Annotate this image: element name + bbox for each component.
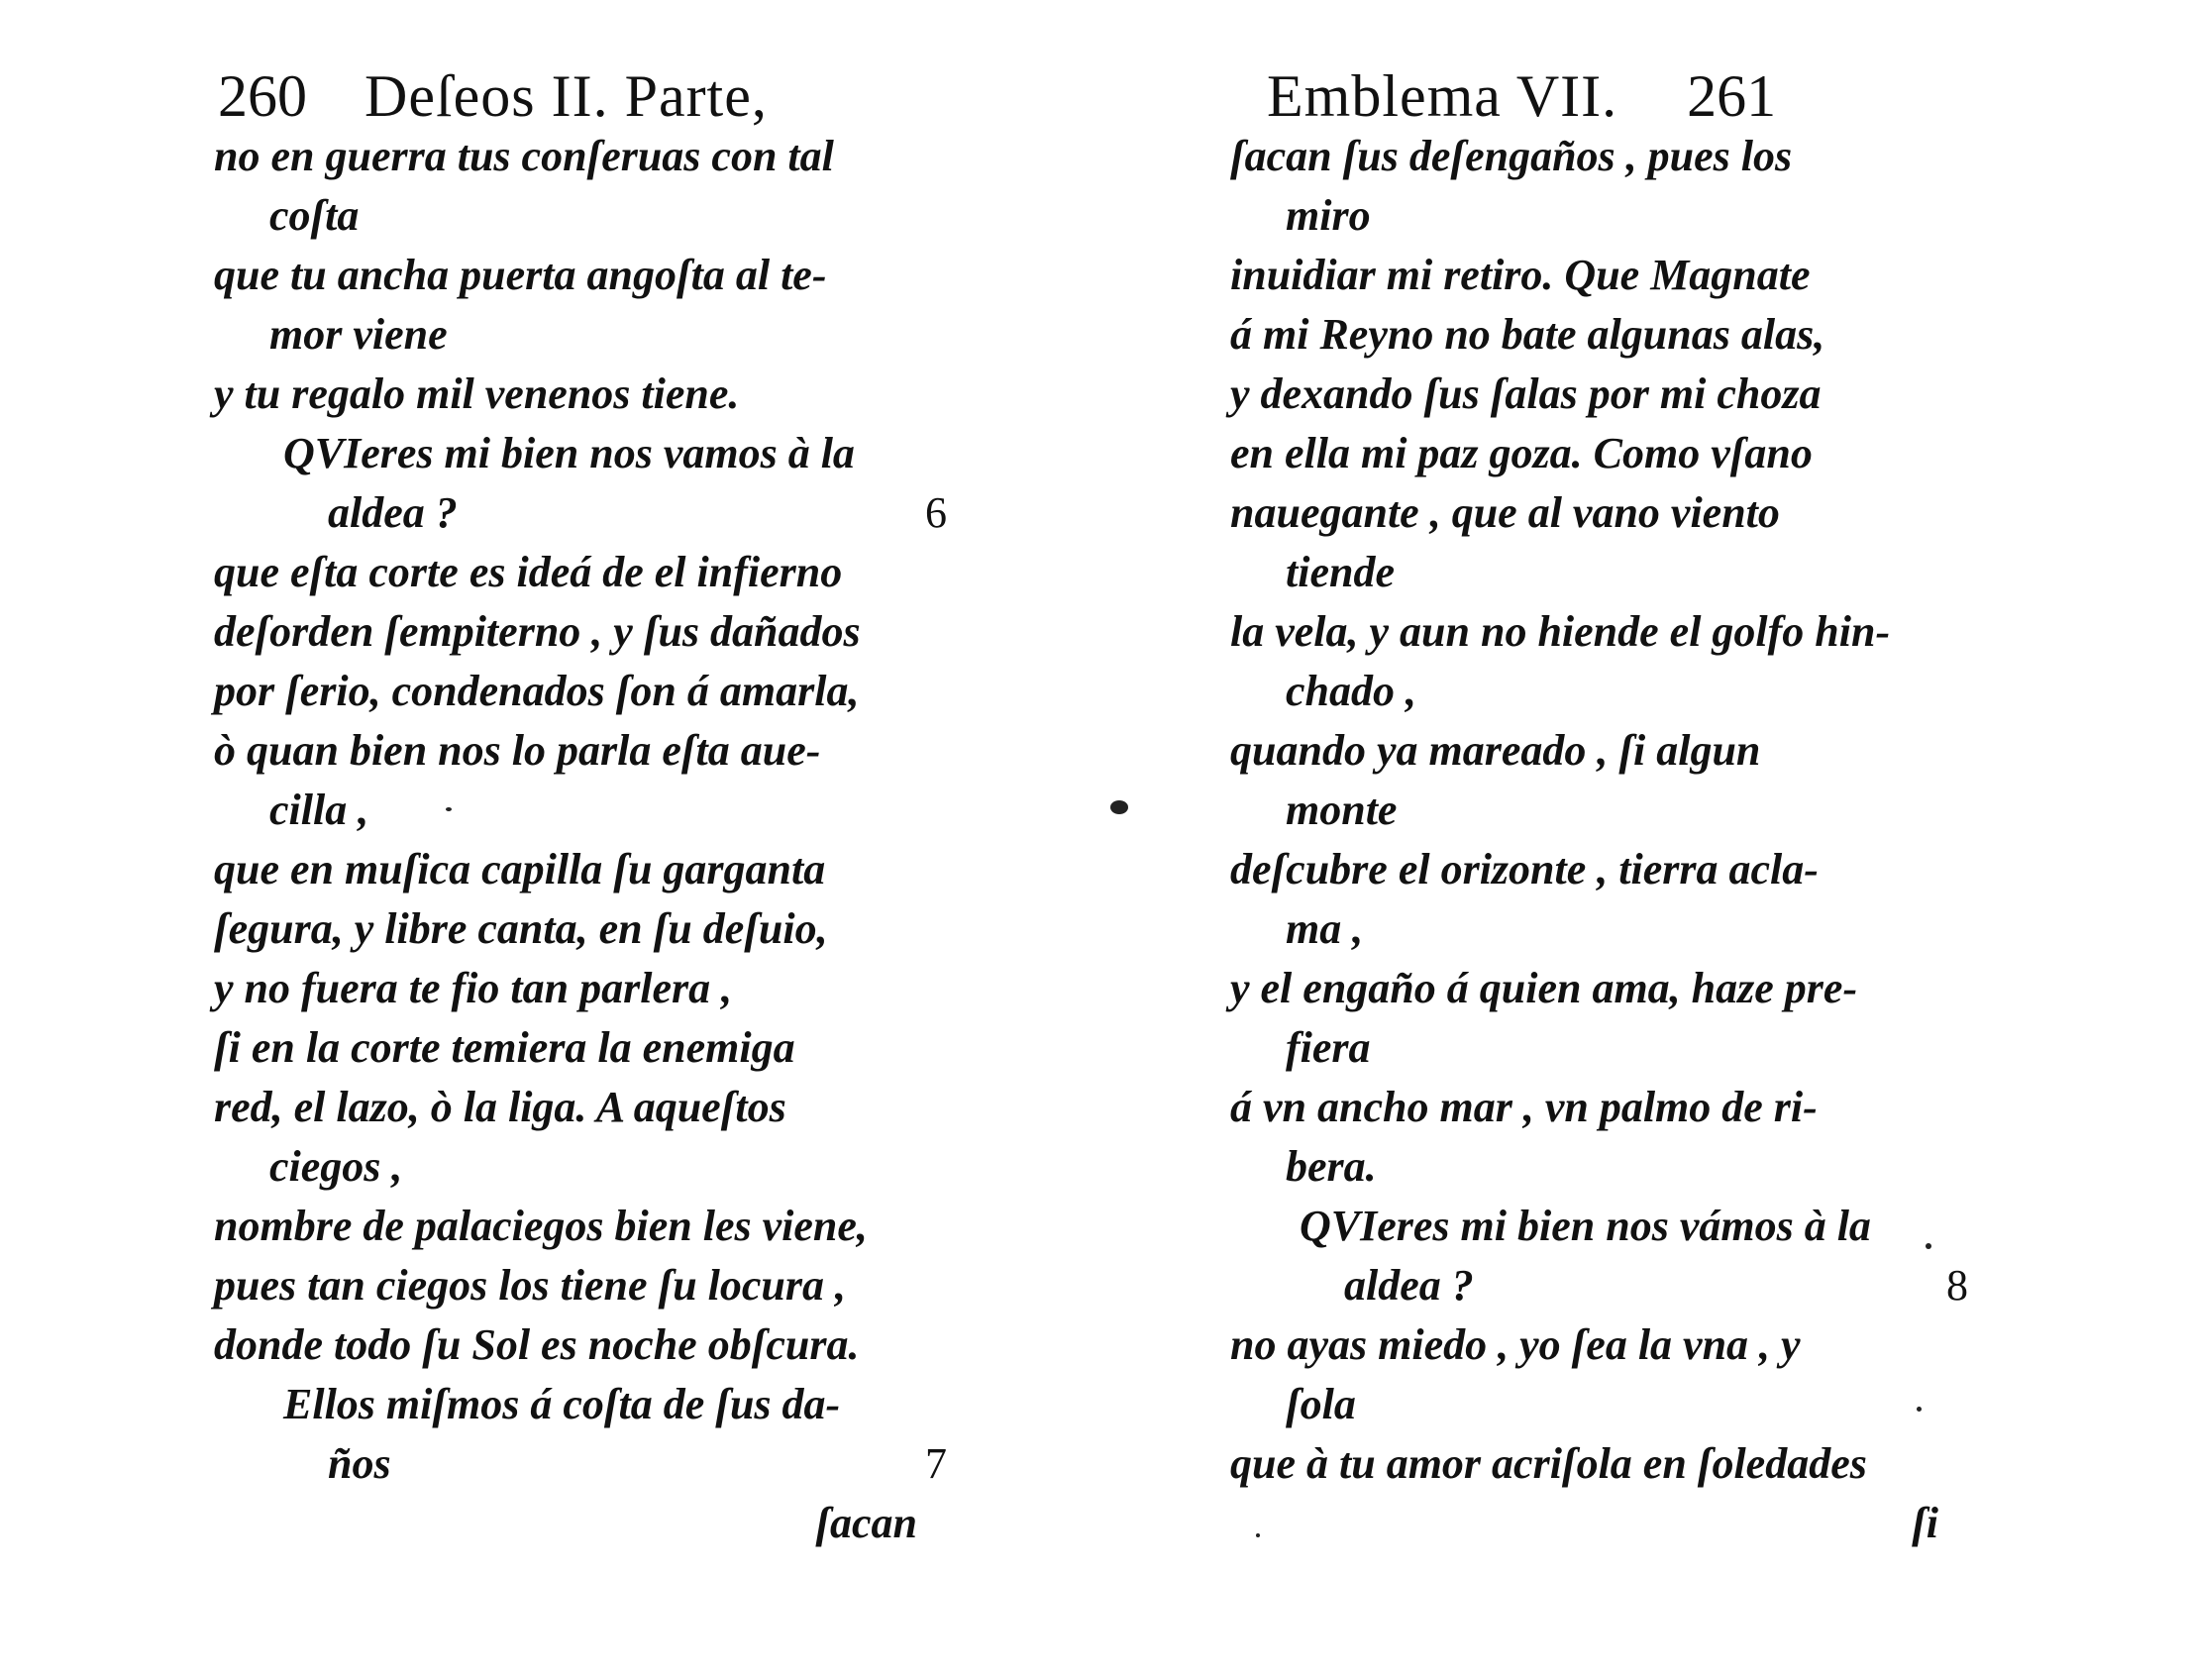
stanza-number: 8 xyxy=(1946,1261,1968,1310)
scan-speck xyxy=(1110,800,1128,814)
verse-line: mor viene xyxy=(269,310,448,359)
verse-line-text: ños xyxy=(328,1439,391,1488)
verse-line: chado , xyxy=(1286,667,1416,715)
stanza-number: 6 xyxy=(925,488,947,537)
verse-line: ſacan ſus deſengaños , pues los xyxy=(1230,132,1793,180)
verse-line: que eſta corte es ideá de el infierno xyxy=(214,548,843,596)
scan-speck xyxy=(1256,1533,1260,1537)
verse-line: inuidiar mi retiro. Que Magnate xyxy=(1230,251,1811,299)
verse-line: ma , xyxy=(1286,904,1364,953)
verse-line: tiende xyxy=(1286,548,1395,596)
page-number-left: 260 xyxy=(218,63,307,129)
verse-line-with-number xyxy=(214,483,947,543)
verse-line: ciegos , xyxy=(269,1142,403,1191)
verse-line: deſorden ſempiterno , y ſus dañados xyxy=(214,607,861,656)
verse-line-with-number xyxy=(1230,1256,1968,1315)
verse-line: y el engaño á quien ama, haze pre- xyxy=(1230,964,1858,1012)
verse-line: que en muſica capilla ſu garganta xyxy=(214,845,826,893)
verse-line: miro xyxy=(1286,191,1371,240)
verse-line: QVIeres mi bien nos vamos à la xyxy=(283,429,855,477)
verse-line: por ſerio, condenados ſon á amarla, xyxy=(214,667,860,715)
verse-line: Ellos miſmos á coſta de ſus da- xyxy=(283,1380,841,1428)
verse-line: QVIeres mi bien nos vámos à la xyxy=(1300,1202,1871,1250)
running-title-left: Deſeos II. Parte, xyxy=(365,63,768,129)
verse-line: monte xyxy=(1286,786,1398,834)
running-title-right: Emblema VII. xyxy=(1267,63,1618,129)
verse-line: pues tan ciegos los tiene ſu locura , xyxy=(214,1261,847,1310)
verse-line: deſcubre el orizonte , tierra acla- xyxy=(1230,845,1819,893)
stanza-number: 7 xyxy=(925,1439,947,1488)
verse-line: la vela, y aun no hiende el golfo hin- xyxy=(1230,607,1891,656)
verse-line: nauegante , que al vano viento xyxy=(1230,488,1780,537)
page-number-right: 261 xyxy=(1687,63,1777,129)
verse-line: no en guerra tus conſeruas con tal xyxy=(214,132,834,180)
verse-line: y no fuera te fio tan parlera , xyxy=(214,964,733,1012)
verse-line: ò quan bien nos lo parla eſta aue- xyxy=(214,726,821,775)
verse-line: á mi Reyno no bate algunas alas, xyxy=(1230,310,1825,359)
verse-line: red, el lazo, ò la liga. A aqueſtos xyxy=(214,1083,786,1131)
verse-line: ſi en la corte temiera la enemiga xyxy=(214,1023,795,1072)
verse-line: nombre de palaciegos bien les viene, xyxy=(214,1202,868,1250)
text-block-right xyxy=(1230,127,1968,1553)
verse-line: fiera xyxy=(1286,1023,1371,1072)
verse-line: ſegura, y libre canta, en ſu deſuio, xyxy=(214,904,828,953)
scan-speck xyxy=(1917,1407,1922,1412)
scan-speck xyxy=(446,807,452,811)
catchword: ſi xyxy=(1912,1499,1938,1547)
verse-line: y dexando ſus ſalas por mi choza xyxy=(1230,369,1822,418)
catchword: ſacan xyxy=(815,1499,917,1547)
verse-line: que tu ancha puerta angoſta al te- xyxy=(214,251,827,299)
verse-line-with-number xyxy=(214,1434,947,1494)
verse-line: y tu regalo mil venenos tiene. xyxy=(214,369,740,418)
verse-line: quando ya mareado , ſi algun xyxy=(1230,726,1761,775)
verse-line-text: aldea ? xyxy=(328,488,458,537)
verse-line: á vn ancho mar , vn palmo de ri- xyxy=(1230,1083,1818,1131)
scan-speck xyxy=(1926,1243,1931,1249)
verse-line: cilla , xyxy=(269,786,369,834)
verse-line: donde todo ſu Sol es noche obſcura. xyxy=(214,1320,860,1369)
verse-line: no ayas miedo , yo ſea la vna , y xyxy=(1230,1320,1801,1369)
verse-line: que à tu amor acriſola en ſoledades xyxy=(1230,1439,1867,1488)
verse-line: en ella mi paz goza. Como vſano xyxy=(1230,429,1813,477)
right-page xyxy=(1094,0,2188,1680)
text-block-left xyxy=(214,127,947,1553)
verse-line: bera. xyxy=(1286,1142,1377,1191)
verse-line: coſta xyxy=(269,191,360,240)
verse-line-text: aldea ? xyxy=(1344,1261,1474,1310)
verse-line: ſola xyxy=(1286,1380,1356,1428)
